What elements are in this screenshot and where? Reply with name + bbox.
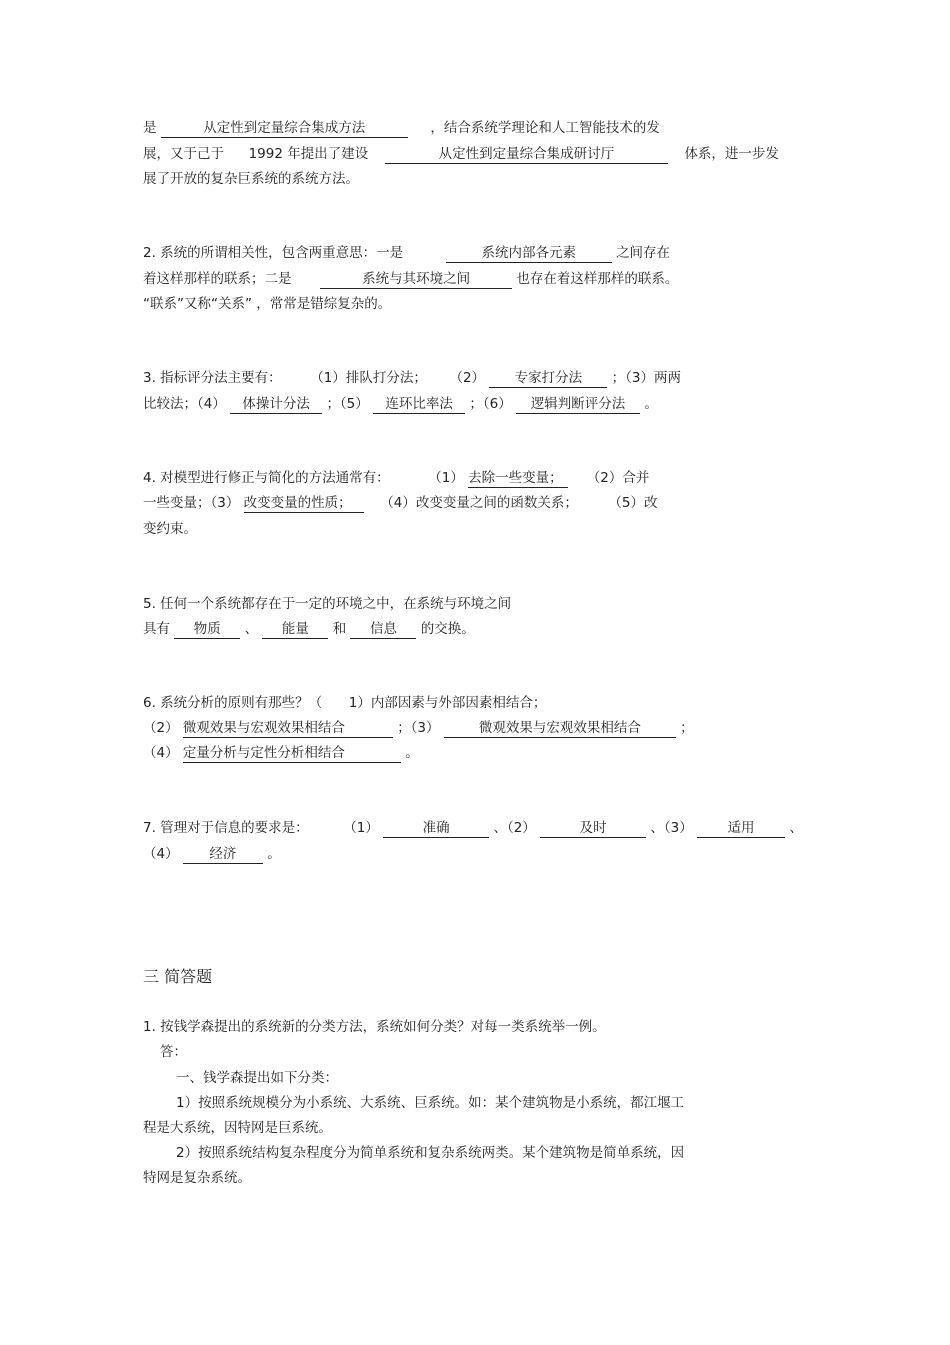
q1-line3: 展了开放的复杂巨系统的系统方法。 bbox=[143, 171, 359, 187]
answer-paragraph: 特网是复杂系统。 bbox=[143, 1170, 251, 1186]
q1-line1: 是 从定性到定量综合集成方法 ，结合系统学理论和人工智能技术的发 bbox=[143, 120, 660, 136]
blank-answer: 逻辑判断评分法 bbox=[516, 396, 640, 414]
answer-paragraph: 2）按照系统结构复杂程度分为简单系统和复杂系统两类。某个建筑物是简单系统，因 bbox=[176, 1145, 685, 1161]
blank-answer: 微观效果与宏观效果相结合 bbox=[183, 720, 393, 738]
blank-answer: 连环比率法 bbox=[373, 396, 465, 414]
question-text: 1. 按钱学森提出的系统新的分类方法，系统如何分类？对每一类系统举一例。 bbox=[143, 1019, 606, 1035]
blank-answer: 能量 bbox=[262, 621, 328, 639]
q4-line3: 变约束。 bbox=[143, 521, 197, 537]
q7-line2: （4） 经济 。 bbox=[143, 846, 281, 862]
blank-answer: 从定性到定量综合集成方法 bbox=[161, 120, 408, 138]
blank-answer: 及时 bbox=[540, 820, 646, 838]
blank-answer: 微观效果与宏观效果相结合 bbox=[444, 720, 676, 738]
q2-line2: 着这样那样的联系；二是 系统与其环境之间 也存在着这样那样的联系。 bbox=[143, 271, 679, 287]
answer-paragraph: 1）按照系统规模分为小系统、大系统、巨系统。如：某个建筑物是小系统，都江堰工 bbox=[176, 1095, 685, 1111]
blank-answer: 系统内部各元素 bbox=[446, 245, 612, 263]
q6-line3: （4） 定量分析与定性分析相结合 。 bbox=[143, 745, 419, 761]
blank-answer: 经济 bbox=[183, 846, 263, 864]
blank-answer: 定量分析与定性分析相结合 bbox=[183, 745, 401, 763]
blank-answer: 去除一些变量； bbox=[468, 470, 568, 488]
q4-line1: 4. 对模型进行修正与简化的方法通常有： （1） 去除一些变量； （2）合并 bbox=[143, 470, 650, 486]
q3-line2: 比较法；（4） 体操计分法 ；（5） 连环比率法 ；（6） 逻辑判断评分法 。 bbox=[143, 396, 658, 412]
blank-answer: 从定性到定量综合集成研讨厅 bbox=[385, 146, 668, 164]
blank-answer: 适用 bbox=[697, 820, 785, 838]
blank-answer: 系统与其环境之间 bbox=[320, 271, 512, 289]
q1-line2: 展，又于己于 1992 年提出了建设 从定性到定量综合集成研讨厅 体系，进一步发 bbox=[143, 146, 779, 162]
q7-line1: 7. 管理对于信息的要求是： （1） 准确 、（2） 及时 、（3） 适用 、 bbox=[143, 820, 803, 836]
answer-paragraph: 程是大系统，因特网是巨系统。 bbox=[143, 1120, 332, 1136]
blank-answer: 专家打分法 bbox=[489, 370, 607, 388]
blank-answer: 准确 bbox=[383, 820, 489, 838]
q2-line3: “联系”又称“关系” ，常常是错综复杂的。 bbox=[143, 296, 392, 312]
answer-paragraph: 一、钱学森提出如下分类： bbox=[176, 1070, 338, 1086]
q5-line1: 5. 任何一个系统都存在于一定的环境之中，在系统与环境之间 bbox=[143, 596, 512, 612]
q6-line2: （2） 微观效果与宏观效果相结合 ；（3） 微观效果与宏观效果相结合 ； bbox=[143, 720, 694, 736]
q3-line1: 3. 指标评分法主要有： （1）排队打分法； （2） 专家打分法 ；（3）两两 bbox=[143, 370, 681, 386]
q6-line1: 6. 系统分析的原则有那些？（ 1）内部因素与外部因素相结合； bbox=[143, 695, 547, 711]
blank-answer: 体操计分法 bbox=[230, 396, 322, 414]
q5-line2: 具有 物质 、 能量 和 信息 的交换。 bbox=[143, 621, 475, 637]
blank-answer: 改变变量的性质； bbox=[244, 495, 364, 513]
q2-line1: 2. 系统的所谓相关性，包含两重意思：一是 系统内部各元素 之间存在 bbox=[143, 245, 671, 261]
q4-line2: 一些变量；（3） 改变变量的性质； （4）改变变量之间的函数关系； （5）改 bbox=[143, 495, 658, 511]
section-title: 三 简答题 bbox=[143, 967, 213, 986]
blank-answer: 物质 bbox=[174, 621, 240, 639]
blank-answer: 信息 bbox=[350, 621, 416, 639]
answer-label: 答： bbox=[160, 1044, 187, 1060]
